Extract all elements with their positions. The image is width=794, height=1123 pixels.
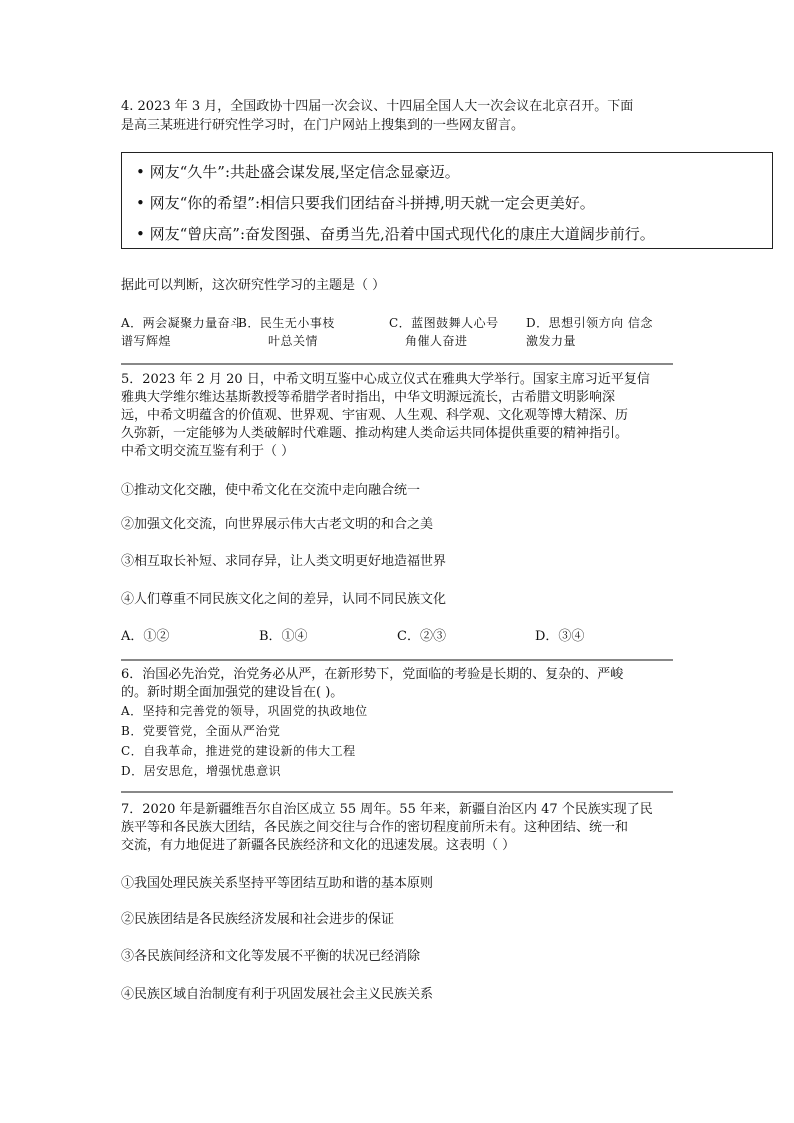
q4-option-b-cont: 叶总关情 bbox=[268, 334, 319, 348]
q7-choice-4: ④民族区域自治制度有利于巩固发展社会主义民族关系 bbox=[121, 987, 434, 1002]
q5-option-a: A．①② bbox=[121, 629, 170, 644]
q5-choice-2: ②加强文化交流，向世界展示伟大古老文明的和合之美 bbox=[121, 517, 434, 532]
q5-option-c: C．②③ bbox=[397, 629, 446, 644]
q5-choice-3: ③相互取长补短、求同存异，让人类文明更好地造福世界 bbox=[121, 554, 447, 569]
q4-option-c-cont: 角催人奋进 bbox=[405, 334, 468, 348]
q4-option-d: D．思想引领方向 信念 bbox=[526, 316, 653, 330]
q7-stem-line-2: 族平等和各民族大团结，各民族之间交往与合作的密切程度前所未有。这种团结、统一和 bbox=[121, 820, 629, 835]
q4-stem-line-2: 是高三某班进行研究性学习时，在门户网站上搜集到的一些网友留言。 bbox=[121, 118, 525, 133]
q4-quote-3: • 网友“曾庆高”:奋发图强、奋勇当先,沿着中国式现代化的康庄大道阔步前行。 bbox=[136, 225, 655, 243]
q4-option-b: B．民生无小事枝 bbox=[238, 316, 335, 330]
q4-quote-box bbox=[121, 152, 773, 249]
q6-stem-line-1: 6．治国必先治党，治党务必从严，在新形势下，党面临的考验是长期的、复杂的、严峻 bbox=[121, 667, 624, 682]
q5-stem-line-1: 5．2023 年 2 月 20 日，中希文明互鉴中心成立仪式在雅典大学举行。国家主席习近平复信 bbox=[121, 372, 650, 387]
q7-stem-line-1: 7．2020 年是新疆维吾尔自治区成立 55 周年。55 年来，新疆自治区内 47 个民族实现了民 bbox=[121, 802, 653, 817]
q5-stem-line-4: 久弥新，一定能够为人类破解时代难题、推动构建人类命运共同体提供重要的精神指引。 bbox=[121, 426, 629, 441]
q4-option-c: C．蓝图鼓舞人心号 bbox=[389, 316, 499, 330]
q7-stem-line-3: 交流，有力地促进了新疆各民族经济和文化的迅速发展。这表明（ ） bbox=[121, 838, 516, 853]
q6-option-a: A．坚持和完善党的领导，巩固党的执政地位 bbox=[121, 704, 368, 718]
q7-choice-2: ②民族团结是各民族经济发展和社会进步的保证 bbox=[121, 912, 395, 927]
q4-question: 据此可以判断，这次研究性学习的主题是（ ） bbox=[121, 278, 386, 293]
separator-2 bbox=[121, 659, 673, 661]
q5-choice-4: ④人们尊重不同民族文化之间的差异，认同不同民族文化 bbox=[121, 592, 447, 607]
separator-3 bbox=[121, 791, 673, 793]
q6-option-d: D．居安思危，增强忧患意识 bbox=[121, 764, 282, 778]
q5-choice-1: ①推动文化交融，使中希文化在交流中走向融合统一 bbox=[121, 483, 421, 498]
q6-option-b: B．党要管党，全面从严治党 bbox=[121, 724, 281, 738]
q7-choice-3: ③各民族间经济和文化等发展不平衡的状况已经消除 bbox=[121, 949, 421, 964]
q5-option-d: D．③④ bbox=[535, 629, 585, 644]
q4-option-d-cont: 激发力量 bbox=[526, 334, 577, 348]
q4-option-a: A．两会凝聚力量奋斗 bbox=[121, 316, 243, 330]
q5-stem-line-2: 雅典大学维尔维达基斯教授等希腊学者时指出，中华文明源远流长，古希腊文明影响深 bbox=[121, 390, 616, 405]
q5-stem-line-5: 中希文明交流互鉴有利于（ ） bbox=[121, 444, 295, 459]
q5-stem-line-3: 远，中希文明蕴含的价值观、世界观、宇宙观、人生观、科学观、文化观等博大精深、历 bbox=[121, 408, 629, 423]
q4-quote-1: • 网友“久牛”:共赴盛会谋发展,坚定信念显豪迈。 bbox=[136, 163, 460, 181]
q7-choice-1: ①我国处理民族关系坚持平等团结互助和谐的基本原则 bbox=[121, 876, 434, 891]
q4-option-a-cont: 谱写辉煌 bbox=[121, 334, 172, 348]
q4-quote-2: • 网友“你的希望”:相信只要我们团结奋斗拼搏,明天就一定会更美好。 bbox=[136, 194, 595, 212]
q6-stem-line-2: 的。新时期全面加强党的建设旨在( )。 bbox=[121, 685, 344, 700]
q6-option-c: C．自我革命，推进党的建设新的伟大工程 bbox=[121, 744, 356, 758]
q4-stem-line-1: 4. 2023 年 3 月，全国政协十四届一次会议、十四届全国人大一次会议在北京召开。下面 bbox=[121, 99, 634, 114]
separator-1 bbox=[121, 363, 673, 365]
q5-option-b: B．①④ bbox=[259, 629, 308, 644]
